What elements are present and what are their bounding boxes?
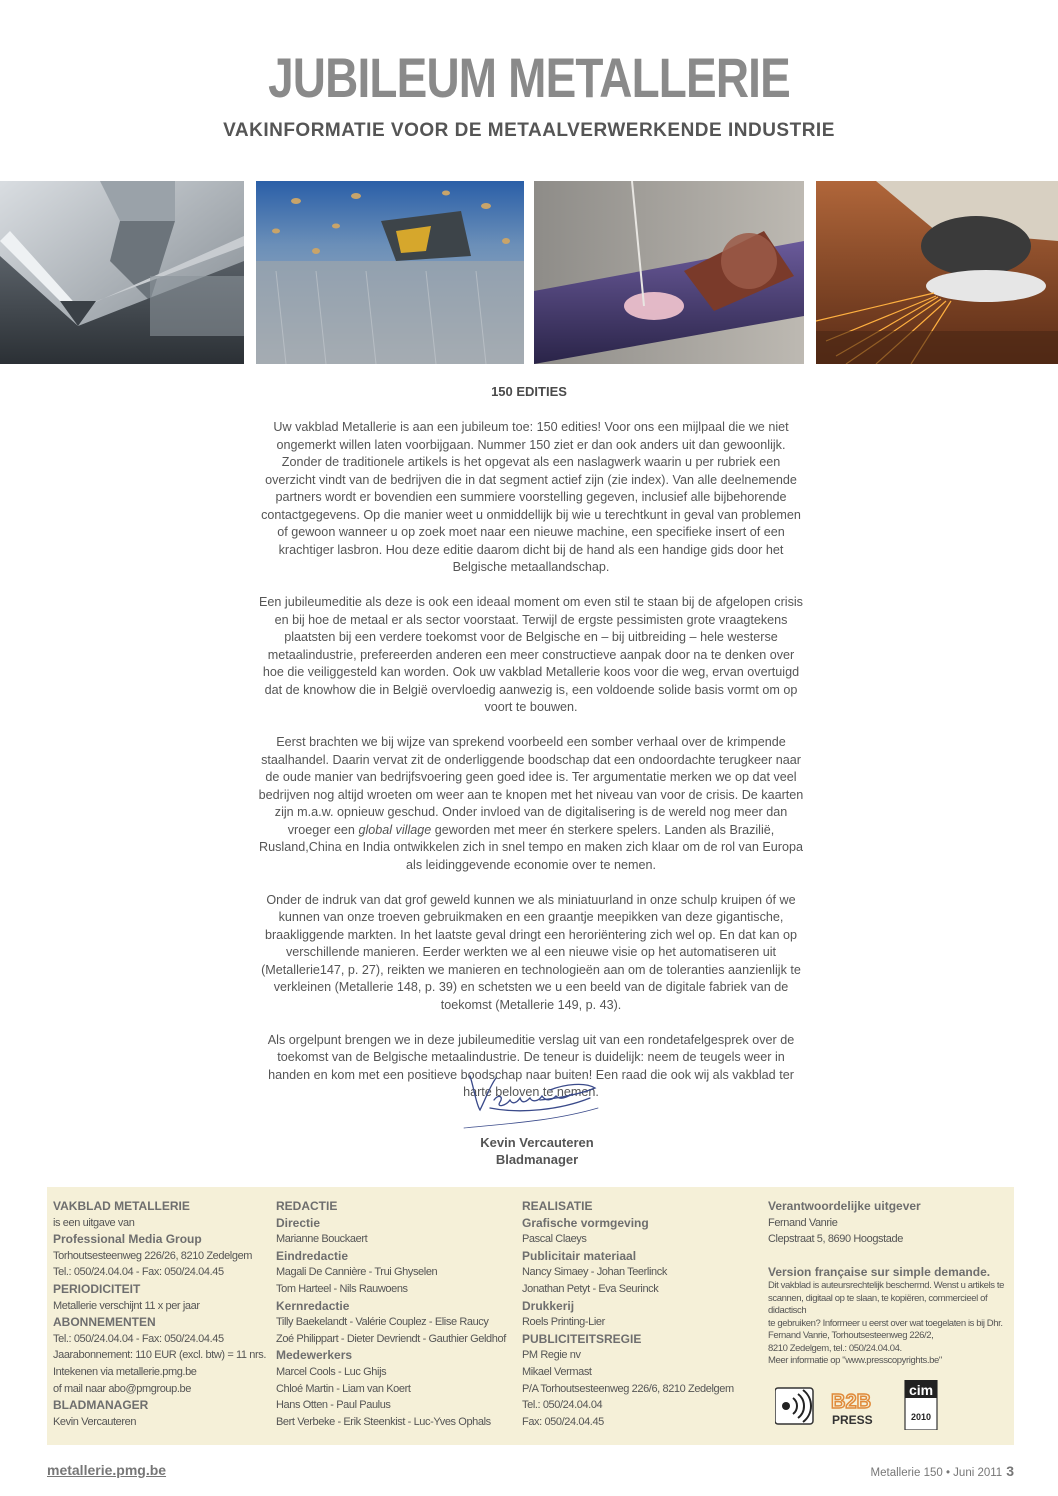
copyright-line: Fernand Vanrie, Torhoutsesteenweg 226/2,	[768, 1330, 934, 1342]
article-paragraph-5: Als orgelpunt brengen we in deze jubileumeditie verslag uit van een rondetafelgesprek over de toekomst van de Belgische metaalindustrie. De teneur is duidelijk: neem de teugels weer in handen en kom met een positieve boodschap naar buiten! Een raad die ook wij als vakblad ter harte beloven te nemen.	[267, 1032, 795, 1099]
colophon-line: Hans Otten - Paul Paulus	[276, 1399, 391, 1412]
colophon-line: Metallerie verschijnt 11 x per jaar	[53, 1299, 200, 1312]
colophon-line: Marianne Bouckaert	[276, 1233, 368, 1246]
article-paragraph-2: Een jubileumeditie als deze is ook een ideaal moment om even stil te staan bij de afgelopen crisis en bij hoe de metaal er als sector voorstaat. Terwijl de ergste pessimisten grote vraagtekens plaatsten bij een verdere toekomst voor de Belgische en – bij uitbreiding – hele westerse metaalindustrie, prefereerden anderen een meer constructieve aanpak door na te denken over hoe die veiliggesteld kan worden. Ook uw vakblad Metallerie koos voor die weg, ervan overtuigd dat de knowhow die in België overvloedig aanwezig is, een voldoende solide basis vormt om op voort te bouwen.	[259, 595, 803, 714]
colophon-col-publisher	[53, 1198, 266, 1430]
colophon-col-editorial	[276, 1198, 506, 1430]
colophon-line: Fax: 050/24.04.45	[522, 1415, 604, 1428]
article-paragraph-4: Onder de indruk van dat grof geweld kunnen we als miniatuurland in onze schulp kruipen óf we kunnen van onze troeven gebruikmaken en een graantje meepikken van deze gigantische, braakliggende markten. In het laatste geval dringt een heroriëntering zich wel op. En dat kan op verschillende manieren. Eerder werkten we al een nieuwe visie op het automatiseren uit (Metallerie147, p. 27), reikten we manieren en technologieën aan om de toleranties aanzienlijk te verkleinen (Metallerie 148, p. 39) en schetsten we u een beeld van de digitale fabriek van de toekomst (Metallerie 149, p. 43).	[261, 892, 801, 1012]
cim-logo-text: cim	[908, 1382, 934, 1398]
press-copyright-logo	[775, 1388, 813, 1424]
welding-pipe-photo	[534, 181, 804, 364]
colophon-line: Magali De Cannière - Trui Ghyselen	[276, 1266, 438, 1279]
photo-strip	[0, 181, 1058, 364]
author-role: Bladmanager	[495, 1152, 579, 1167]
colophon-heading: BLADMANAGER	[53, 1398, 149, 1413]
copyright-line: 8210 Zedelgem, tel.: 050/24.04.04.	[768, 1342, 902, 1354]
colophon-col-publisher-legal	[768, 1198, 1014, 1368]
angle-grinder-sparks-photo	[816, 181, 1058, 364]
colophon-line: Mikael Vermast	[522, 1365, 592, 1378]
colophon-line: Tel.: 050/24.04.04 - Fax: 050/24.04.45	[53, 1266, 224, 1279]
colophon-line: Roels Printing-Lier	[522, 1316, 605, 1329]
colophon-heading: Version française sur simple demande.	[768, 1264, 991, 1279]
b2b-logo-text: B2B	[831, 1391, 872, 1413]
colophon-line: PM Regie nv	[522, 1349, 581, 1362]
colophon-line: Jonathan Petyt - Eva Seurinck	[522, 1282, 659, 1295]
edition-label: Metallerie 150 • Juni 2011	[870, 1467, 1003, 1479]
colophon-line: Pascal Claeys	[522, 1233, 587, 1246]
colophon-line: Tel.: 050/24.04.04	[522, 1399, 603, 1412]
colophon-line: Tom Harteel - Nils Rauwoens	[276, 1282, 408, 1295]
article-title: 150 EDITIES	[491, 384, 567, 399]
colophon-line: Torhoutsesteenweg 226/26, 8210 Zedelgem	[53, 1249, 253, 1262]
colophon-line: Nancy Simaey - Johan Teerlinck	[522, 1266, 667, 1279]
colophon-heading: Publicitair materiaal	[522, 1248, 637, 1263]
colophon-heading: Medewerkers	[276, 1348, 353, 1363]
colophon-line: Zoé Philippart - Dieter Devriendt - Gauthier Geldhof	[276, 1332, 506, 1345]
colophon-heading: PERIODICITEIT	[53, 1281, 141, 1296]
colophon-line: Tilly Baekelandt - Valérie Couplez - Elise Raucy	[276, 1316, 489, 1329]
colophon-line: Chloé Martin - Liam van Koert	[276, 1382, 411, 1395]
copyright-line: te gebruiken? Informeer u eerst over wat toegelaten is bij Dhr.	[768, 1317, 1003, 1329]
press-logo-text: PRESS	[832, 1413, 873, 1427]
colophon-heading: Verantwoordelijke uitgever	[768, 1199, 921, 1213]
author-name: Kevin Vercauteren	[480, 1135, 594, 1150]
colophon-line: Clepstraat 5, 8690 Hoogstade	[768, 1233, 903, 1246]
colophon-heading: REDACTIE	[276, 1199, 338, 1213]
paragraph-3-part-a: Eerst brachten we bij wijze van sprekend voorbeeld een somber verhaal over de krimpende staalhandel. Daarin vervat zit de onderliggende boodschap dat een ondoordachte terugkeer naar de oude manier van bedrijfsvoering geen goed idee is. Ter argumentatie merken we op dat veel bedrijven nog altijd wroeten om weer aan te knopen met het niveau van voor de crisis. De kaarten zijn m.a.w. opnieuw geschud. Onder invloed van de digitalisering is de wereld nog meer dan vroeger een	[258, 735, 804, 837]
colophon-line: Fernand Vanrie	[768, 1216, 838, 1229]
colophon-line: Bert Verbeke - Erik Steenkist - Luc-Yves Ophals	[276, 1415, 491, 1428]
colophon-line: Jaarabonnement: 110 EUR (excl. btw) = 11 nrs.	[53, 1349, 267, 1362]
colophon-line: Intekenen via metallerie.pmg.be	[53, 1365, 197, 1378]
copyright-line: scannen, digitaal op te slaan, te kopiëren, commercieel of didactisch	[768, 1292, 988, 1317]
colophon-line: Tel.: 050/24.04.04 - Fax: 050/24.04.45	[53, 1332, 224, 1345]
page-footer	[871, 1463, 1014, 1479]
colophon-heading: Kernredactie	[276, 1298, 350, 1313]
global-village-emphasis: global village	[358, 822, 432, 837]
copyright-line: Meer informatie op "www.presscopyrights.be"	[768, 1355, 942, 1367]
colophon-line: of mail naar abo@pmgroup.be	[53, 1382, 191, 1395]
page-number: 3	[1006, 1463, 1014, 1479]
colophon-heading: PUBLICITEITSREGIE	[522, 1331, 642, 1346]
article-paragraph-3	[256, 734, 806, 874]
colophon-line: is een uitgave van	[53, 1216, 135, 1229]
website-link[interactable]: metallerie.pmg.be	[47, 1462, 167, 1478]
colophon-heading: Grafische vormgeving	[522, 1215, 649, 1230]
paragraph-3-part-b: geworden met meer én sterkere spelers. Landen als Brazilië, Rusland,China en India ontwikkelen zich in snel tempo en maken zich klaar om de rol van Europa als leidinggevende economie over te nemen.	[259, 822, 803, 872]
colophon-line: Kevin Vercauteren	[53, 1415, 137, 1428]
colophon-heading: Directie	[276, 1215, 321, 1230]
colophon-heading: Drukkerij	[522, 1298, 575, 1313]
colophon-heading: REALISATIE	[522, 1199, 593, 1213]
cim-logo	[905, 1380, 937, 1430]
colophon-heading: Eindredactie	[276, 1248, 349, 1263]
colophon-box	[47, 1187, 1014, 1445]
handwritten-signature	[460, 1068, 600, 1130]
colophon-col-production	[522, 1198, 734, 1430]
colophon-heading: Professional Media Group	[53, 1232, 202, 1247]
magazine-title: JUBILEUM METALLERIE	[268, 46, 790, 109]
magazine-subtitle: VAKINFORMATIE VOOR DE METAALVERWERKENDE INDUSTRIE	[223, 120, 835, 141]
press-brake-bending-photo	[0, 181, 244, 364]
author-block	[0, 1134, 1058, 1168]
turning-chips-photo	[256, 181, 524, 364]
copyright-line: Dit vakblad is auteursrechtelijk beschermd. Wenst u artikels te	[768, 1280, 1004, 1292]
article-paragraph-1: Uw vakblad Metallerie is aan een jubileum toe: 150 edities! Voor ons een mijlpaal die we niet ongemerkt willen laten voorbijgaan. Nummer 150 ziet er dan ook anders uit dan gewoonlijk. Zonder de traditionele artikels is het opgevat als een naslagwerk waarin u per rubriek een overzicht vindt van de bedrijven die in dat segment actief zijn (zie index). Van alle deelnemende partners wordt er bovendien een summiere voorstelling gegeven, inclusief alle bijbehorende contactgegevens. Op die manier weet u onmiddellijk bij wie u terechtkunt in geval van problemen of gewoon wanneer u op zoek moet naar een nieuwe machine, een specifieke insert of een krachtiger lasbron. Hou deze editie daarom dicht bij de hand als een handige gids door het Belgische metaallandschap.	[261, 420, 801, 574]
colophon-logos	[775, 1380, 1015, 1430]
colophon-heading: ABONNEMENTEN	[53, 1315, 156, 1330]
colophon-line: P/A Torhoutsesteenweg 226/6, 8210 Zedelgem	[522, 1382, 734, 1395]
b2b-press-logo	[831, 1391, 873, 1427]
article-body	[256, 419, 806, 1119]
cim-year: 2010	[910, 1412, 932, 1422]
colophon-heading: VAKBLAD METALLERIE	[53, 1199, 190, 1213]
colophon-line: Marcel Cools - Luc Ghijs	[276, 1365, 387, 1378]
